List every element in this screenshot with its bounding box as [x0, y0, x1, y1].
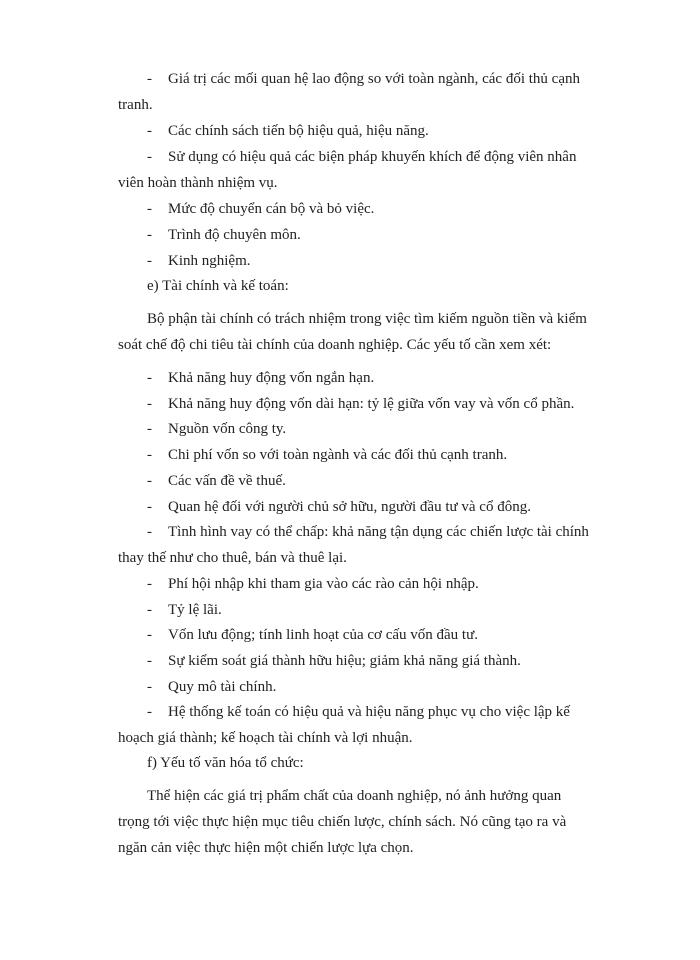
section-heading-f: f) Yếu tố văn hóa tổ chức: [147, 755, 304, 771]
bullet-item: Quan hệ đối với người chủ sở hữu, người đầu tư và cổ đông. [168, 499, 531, 515]
paragraph-line: Thể hiện các giá trị phẩm chất của doanh nghiệp, nó ảnh hưởng quan [147, 788, 562, 804]
bullet-dash: - [147, 421, 152, 437]
bullet-item: Các vấn đề về thuế. [168, 473, 286, 489]
bullet-dash: - [147, 704, 152, 720]
bullet-dash: - [147, 227, 152, 243]
bullet-dash: - [147, 524, 152, 540]
bullet-item: Kinh nghiệm. [168, 253, 251, 269]
bullet-dash: - [147, 576, 152, 592]
bullet-dash: - [147, 253, 152, 269]
section-heading-e: e) Tài chính và kế toán: [147, 278, 289, 294]
bullet-dash: - [147, 123, 152, 139]
bullet-dash: - [147, 653, 152, 669]
paragraph-line: ngăn cản việc thực hiện một chiến lược lựa chọn. [118, 840, 414, 856]
bullet-item: Sử dụng có hiệu quả các biện pháp khuyến khích để động viên nhân [168, 149, 577, 165]
bullet-dash: - [147, 396, 152, 412]
bullet-dash: - [147, 447, 152, 463]
bullet-dash: - [147, 627, 152, 643]
bullet-dash: - [147, 71, 152, 87]
bullet-item: Chi phí vốn so với toàn ngành và các đối thủ cạnh tranh. [168, 447, 508, 463]
bullet-item: Tỷ lệ lãi. [168, 602, 222, 618]
bullet-item: Tình hình vay có thể chấp: khả năng tận dụng các chiến lược tài chính [168, 524, 589, 540]
bullet-continuation: viên hoàn thành nhiệm vụ. [118, 175, 278, 191]
bullet-item: Hệ thống kế toán có hiệu quả và hiệu năng phục vụ cho việc lập kế [168, 704, 570, 720]
bullet-item: Khả năng huy động vốn dài hạn: tỷ lệ giữa vốn vay và vốn cổ phần. [168, 396, 575, 412]
bullet-item: Phí hội nhập khi tham gia vào các rào cản hội nhập. [168, 576, 479, 592]
bullet-dash: - [147, 499, 152, 515]
bullet-dash: - [147, 201, 152, 217]
bullet-continuation: thay thế như cho thuê, bán và thuê lại. [118, 550, 347, 566]
bullet-continuation: hoạch giá thành; kế hoạch tài chính và lợi nhuận. [118, 730, 413, 746]
bullet-item: Mức độ chuyển cán bộ và bỏ việc. [168, 201, 375, 217]
bullet-item: Các chính sách tiến bộ hiệu quả, hiệu năng. [168, 123, 429, 139]
bullet-dash: - [147, 473, 152, 489]
bullet-item: Vốn lưu động; tính linh hoạt của cơ cấu vốn đầu tư. [168, 627, 478, 643]
bullet-continuation: tranh. [118, 97, 153, 113]
paragraph-line: Bộ phận tài chính có trách nhiệm trong việc tìm kiếm nguồn tiền và kiểm [147, 311, 587, 327]
bullet-dash: - [147, 149, 152, 165]
bullet-dash: - [147, 602, 152, 618]
bullet-dash: - [147, 679, 152, 695]
bullet-dash: - [147, 370, 152, 386]
bullet-item: Nguồn vốn công ty. [168, 421, 287, 437]
bullet-item: Khả năng huy động vốn ngắn hạn. [168, 370, 375, 386]
bullet-item: Quy mô tài chính. [168, 679, 277, 695]
paragraph-line: soát chế độ chi tiêu tài chính của doanh nghiệp. Các yếu tố cần xem xét: [118, 337, 552, 353]
bullet-item: Giá trị các mối quan hệ lao động so với toàn ngành, các đối thủ cạnh [168, 71, 580, 87]
bullet-item: Trình độ chuyên môn. [168, 227, 301, 243]
bullet-item: Sự kiểm soát giá thành hữu hiệu; giảm khả năng giá thành. [168, 653, 521, 669]
paragraph-line: trọng tới việc thực hiện mục tiêu chiến lược, chính sách. Nó cũng tạo ra và [118, 814, 567, 830]
